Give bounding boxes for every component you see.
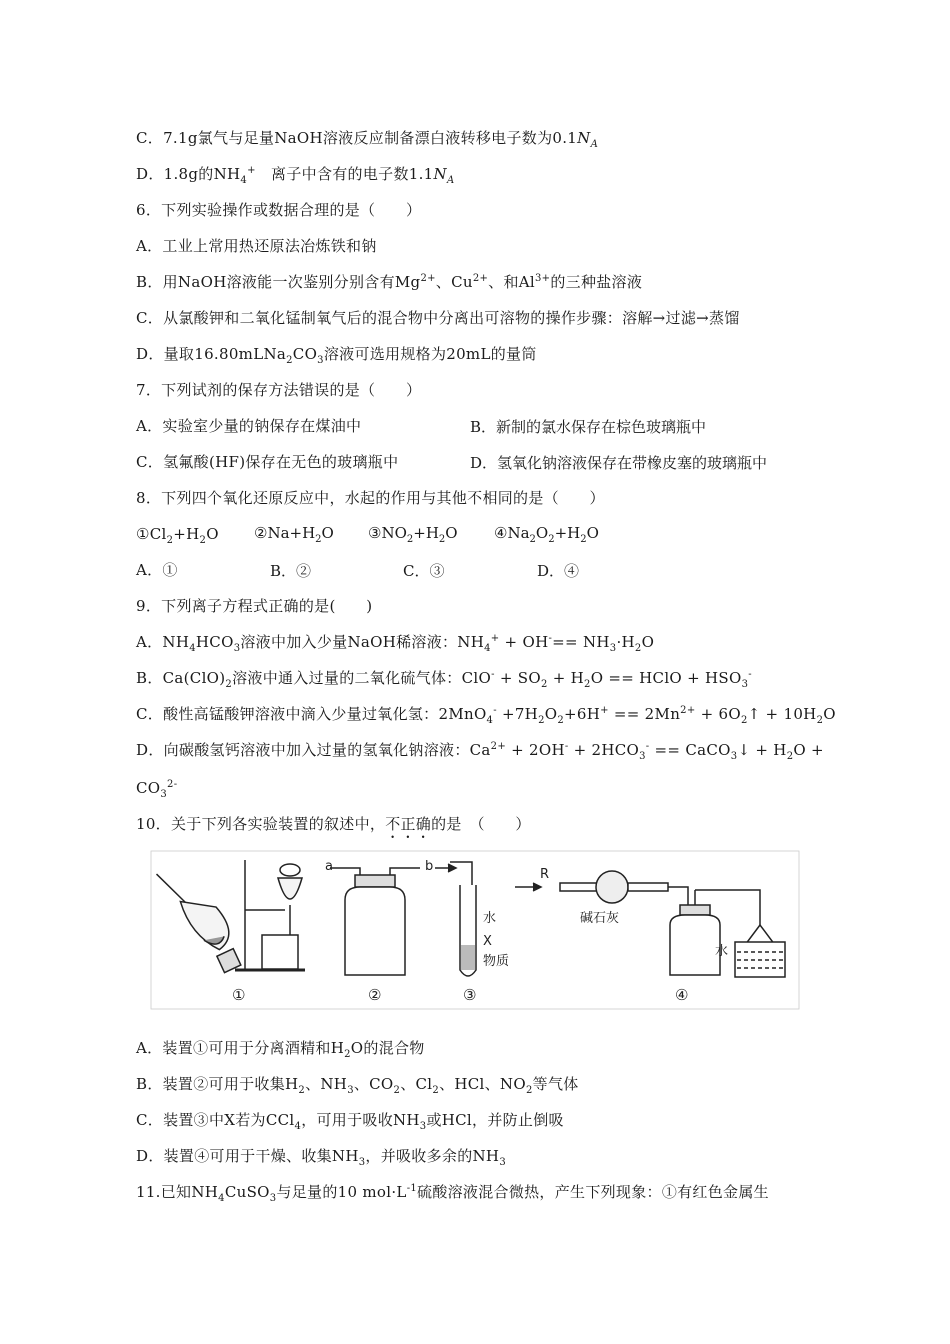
- apparatus-figure: [150, 850, 800, 1010]
- svg-text:物质: 物质: [483, 954, 510, 969]
- funnel-stand-device: [235, 860, 305, 970]
- q6-stem: 6．下列实验操作或数据合理的是（ ）: [136, 201, 422, 219]
- q6-option-c: C．从氯酸钾和二氧化锰制氧气后的混合物中分离出可溶物的操作步骤：溶解→过滤→蒸馏: [136, 309, 740, 327]
- q9-option-d: D．向碳酸氢钙溶液中加入过量的氢氧化钠溶液：$Ca^{2+} + 2OH^- + 2HCO_3^-$ == CaCO$_3$↓ + $H_2O$ +: [136, 741, 824, 762]
- q10-option-d: D．装置④可用于干燥、收集$NH_3$，并吸收多余的$NH_3$: [136, 1147, 506, 1168]
- q8-reaction-3: $③NO_2+H_2O$: [368, 524, 458, 545]
- q9-option-d-cont: $CO_3^{2-}$: [136, 779, 178, 800]
- svg-text:b: b: [425, 859, 434, 874]
- svg-text:①: ①: [232, 986, 246, 1004]
- svg-text:水: 水: [715, 944, 729, 959]
- svg-text:④: ④: [675, 986, 689, 1004]
- q9-option-b: B．$Ca(ClO)_2$溶液中通入过量的二氧化硫气体：$ClO^- + SO_2 + H_2O$ == HClO + $HSO_3^-$: [136, 669, 752, 690]
- q9-option-c: C．酸性高锰酸钾溶液中滴入少量过氧化氢：$2MnO_4^- +7H_2O_2+6H^+ == 2Mn^{2+}$ + $6O_2↑ + 10H_2O$: [136, 705, 836, 726]
- q8-reaction-2: $②Na+H_2O$: [254, 524, 334, 545]
- q5-option-c: C．7.1g氯气与足量NaOH溶液反应制备漂白液转移电子数为$0.1N_A$: [136, 129, 599, 150]
- q11-stem: 11.已知$NH_4CuSO_3$与足量的10 $mol\cdot L^{-1}$硫酸溶液混合微热，产生下列现象：①有红色金属生: [136, 1183, 769, 1204]
- q8-option-b: B．②: [270, 562, 312, 580]
- q8-stem: 8．下列四个氧化还原反应中，水起的作用与其他不相同的是（ ）: [136, 489, 605, 507]
- svg-text:水: 水: [483, 911, 497, 926]
- q10-option-b: B．装置②可用于收集$H_2$、$NH_3$、$CO_2$、$Cl_2$、HCl、$NO_2$等气体: [136, 1075, 579, 1096]
- q6-option-a: A．工业上常用热还原法冶炼铁和钠: [136, 237, 377, 255]
- separatory-funnel-tilted: [157, 856, 246, 981]
- q6-option-d: D．量取$16.80mLNa_2CO_3$溶液可选用规格为20mL的量筒: [136, 345, 537, 366]
- q10-stem: 10．关于下列各实验装置的叙述中，不正确的是 （ ）: [136, 815, 531, 833]
- q7-option-a: A．实验室少量的钠保存在煤油中: [136, 417, 362, 435]
- q7-option-d: D．氢氧化钠溶液保存在带橡皮塞的玻璃瓶中: [470, 454, 768, 472]
- q8-reaction-1: $①Cl_2+H_2O$: [136, 525, 219, 546]
- q8-option-c: C．③: [403, 562, 445, 580]
- q8-option-d: D．④: [537, 562, 580, 580]
- q7-option-c: C．氢氟酸(HF)保存在无色的玻璃瓶中: [136, 453, 399, 471]
- svg-text:③: ③: [463, 986, 477, 1004]
- gas-collecting-bottle: [325, 859, 433, 975]
- q9-stem: 9．下列离子方程式正确的是( ): [136, 597, 373, 615]
- q5-option-d: D．1.8g的$NH_4^+$ 离子中含有的电子数$1.1N_A$: [136, 165, 455, 186]
- svg-text:碱石灰: 碱石灰: [580, 911, 620, 926]
- test-tube-absorber: [435, 862, 509, 976]
- q8-reaction-4: $④Na_2O_2+H_2O$: [494, 524, 599, 545]
- q10-option-a: A．装置①可用于分离酒精和$H_2O$的混合物: [136, 1039, 425, 1060]
- q6-option-b: B．用NaOH溶液能一次鉴别分别含有$Mg^{2+}$、$Cu^{2+}$、和$Al^{3+}$的三种盐溶液: [136, 273, 643, 291]
- q7-stem: 7．下列试剂的保存方法错误的是（ ）: [136, 381, 422, 399]
- q7-option-b: B．新制的氯水保存在棕色玻璃瓶中: [470, 418, 707, 436]
- svg-text:②: ②: [368, 986, 382, 1004]
- svg-text:a: a: [325, 859, 333, 874]
- q10-emphasis: 不正确: [385, 815, 432, 833]
- q8-option-a: A．①: [136, 561, 178, 579]
- svg-text:X: X: [483, 934, 492, 949]
- q9-option-a: A．$NH_4HCO_3$溶液中加入少量NaOH稀溶液：$NH_4^+ + OH^-== NH_3\cdot H_2O$: [136, 633, 655, 654]
- dry-collect-absorb-train: [515, 867, 785, 977]
- svg-text:R: R: [540, 867, 550, 882]
- q10-option-c: C．装置③中X若为CCl$_4$，可用于吸收$NH_3$或HCl，并防止倒吸: [136, 1111, 564, 1132]
